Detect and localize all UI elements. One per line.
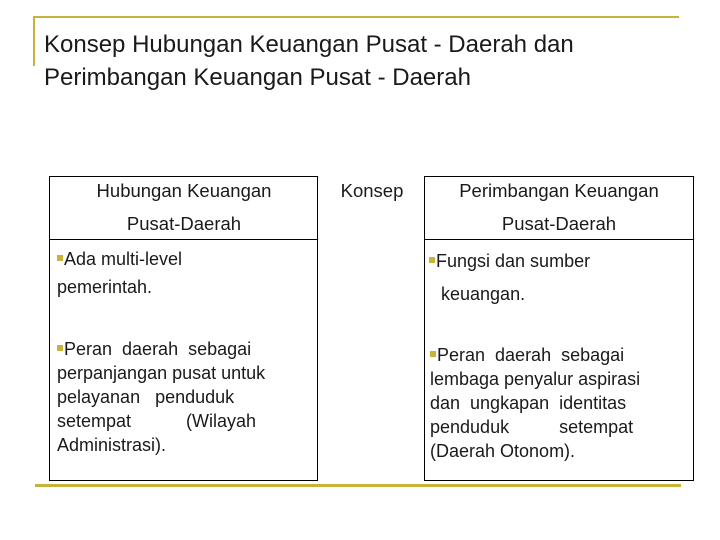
right-item-2-text-5: (Daerah Otonom). bbox=[430, 441, 576, 461]
right-item-2-text-1: Peran daerah sebagai bbox=[437, 345, 625, 365]
decorative-bottom-rule bbox=[35, 484, 681, 487]
left-item-2-text-2: perpanjangan pusat untuk bbox=[57, 363, 266, 383]
right-item-2-line-1 bbox=[430, 343, 683, 367]
square-bullet-icon bbox=[57, 345, 63, 351]
left-item-2-line-1 bbox=[57, 337, 307, 361]
header-middle-label: Konsep bbox=[340, 180, 404, 201]
decorative-top-rule bbox=[33, 16, 679, 18]
header-konsep bbox=[322, 174, 422, 207]
left-item-1-line-1 bbox=[57, 245, 313, 273]
left-item-2-text-4: setempat (Wilayah bbox=[57, 411, 257, 431]
square-bullet-icon bbox=[57, 255, 63, 261]
left-item-multilevel bbox=[57, 245, 313, 301]
slide-title-line-2: Perimbangan Keuangan Pusat - Daerah bbox=[44, 64, 471, 91]
right-item-1-text-2: keuangan. bbox=[441, 284, 526, 304]
slide-title-line-1: Konsep Hubungan Keuangan Pusat - Daerah dan bbox=[44, 31, 574, 58]
left-item-2-text-5: Administrasi). bbox=[57, 435, 167, 455]
header-left-line-1: Hubungan Keuangan bbox=[96, 180, 272, 201]
right-item-2-text-2: lembaga penyalur aspirasi bbox=[430, 369, 641, 389]
header-hubungan-keuangan bbox=[52, 174, 316, 240]
header-perimbangan-keuangan bbox=[426, 174, 692, 240]
right-item-fungsi bbox=[429, 245, 691, 311]
left-item-2-text-1: Peran daerah sebagai bbox=[64, 339, 252, 359]
right-item-1-line-1 bbox=[429, 245, 691, 278]
square-bullet-icon bbox=[429, 257, 435, 263]
left-item-peran-daerah bbox=[57, 337, 307, 457]
decorative-left-rule bbox=[33, 16, 35, 66]
header-right-line-2: Pusat-Daerah bbox=[501, 213, 617, 234]
slide-title bbox=[44, 28, 694, 94]
header-right-line-1: Perimbangan Keuangan bbox=[459, 180, 659, 201]
square-bullet-icon bbox=[430, 351, 436, 357]
left-item-1-text-2: pemerintah. bbox=[57, 277, 153, 297]
right-item-1-text-1: Fungsi dan sumber bbox=[436, 251, 591, 271]
left-item-1-text-1: Ada multi-level bbox=[64, 249, 183, 269]
right-item-peran-daerah bbox=[430, 343, 683, 463]
header-left-line-2: Pusat-Daerah bbox=[126, 213, 242, 234]
right-item-2-text-3: dan ungkapan identitas bbox=[430, 393, 627, 413]
right-item-2-text-4: penduduk setempat bbox=[430, 417, 634, 437]
left-item-2-text-3: pelayanan penduduk bbox=[57, 387, 235, 407]
